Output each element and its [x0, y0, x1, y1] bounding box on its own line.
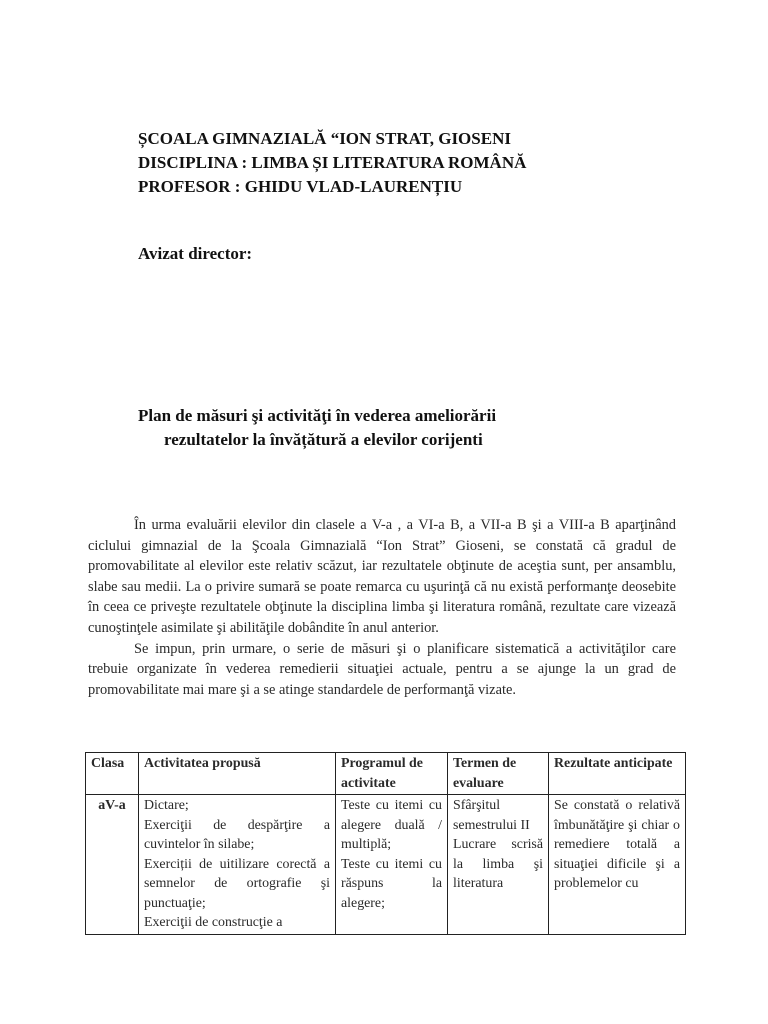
cell-rezultate: [549, 795, 686, 935]
cell-termen-text: [453, 796, 543, 894]
paragraph: Se impun, prin urmare, o serie de măsuri şi o planificare sistematică a activităţilor care trebuie organizate în vederea remedierii situaţiei actuale, pentru a se ajunge la un grad de promovabilitate mai mare şi a se atinge standardele de performanţă vizate.: [88, 640, 676, 698]
document-title-line-2: rezultatelor la învățătură a elevilor corijenti: [164, 430, 483, 449]
cell-activitate: [139, 795, 336, 935]
cell-line: Lucrare scrisă la limba şi literatura: [453, 837, 543, 891]
header-cell-activitate: Activitatea propusă: [139, 753, 336, 795]
school-name: ȘCOALA GIMNAZIALĂ “ION STRAT, GIOSENI: [138, 129, 511, 148]
cell-line: Exerciții de uitilizare corectă a semnelor de ortografie şi punctuaţie;: [144, 856, 330, 911]
cell-rezultate-text: [554, 796, 680, 894]
cell-line: Se constată o relativă îmbunătăţire şi chiar o remediere totală a situaţiei dificile şi a problemelor cu: [554, 798, 680, 891]
approval-label: Avizat director:: [138, 244, 253, 263]
activity-plan-table: [85, 752, 686, 935]
body-text: [88, 515, 676, 700]
cell-line: Teste cu itemi cu alegere duală / multiplă;: [341, 798, 442, 852]
paragraph: În urma evaluării elevilor din clasele a V-a , a VI-a B, a VII-a B şi a VIII-a B aparţinând ciclului gimnazial de la Şcoala Gimnazială “Ion Strat” Gioseni, se constată că gradul de promovabilitate al elevilor este relativ scăzut, iar rezultatele obţinute de aceştia sunt, per ansamblu, slabe sau medii. La o privire sumară se poate remarca cu uşurinţă că nu există performanţe deosebite în ceea ce priveşte rezultatele obţinute la disciplina limba şi literatura română, rezultate care vizează cunoştinţele asimilate şi abilităţile dobândite în anul anterior.: [88, 517, 676, 636]
discipline-line: DISCIPLINA : LIMBA ȘI LITERATURA ROMÂNĂ: [138, 153, 527, 172]
cell-program: [336, 795, 448, 935]
cell-line: Sfârşitul semestrului II: [453, 798, 530, 833]
header-cell-clasa: Clasa: [86, 753, 139, 795]
cell-clasa: aV-a: [86, 795, 139, 935]
cell-line: Teste cu itemi cu răspuns la alegere;: [341, 856, 442, 911]
header-cell-program: Programul de activitate: [336, 753, 448, 795]
cell-line: Dictare;: [144, 798, 189, 813]
header-cell-termen: Termen de evaluare: [448, 753, 549, 795]
cell-termen: [448, 795, 549, 935]
cell-line: Exerciţii de despărţire a cuvintelor în silabe;: [144, 817, 330, 852]
cell-line: Exerciţii de construcţie a: [144, 915, 283, 930]
header-cell-rezultate: Rezultate anticipate: [549, 753, 686, 795]
table-row: [86, 795, 686, 935]
document-title-line-1: Plan de măsuri şi activităţi în vederea ameliorării: [138, 406, 497, 425]
cell-program-text: [341, 796, 442, 913]
table-header-row: [86, 753, 686, 795]
teacher-line: PROFESOR : GHIDU VLAD-LAURENȚIU: [138, 177, 463, 196]
cell-activitate-text: [144, 796, 330, 933]
